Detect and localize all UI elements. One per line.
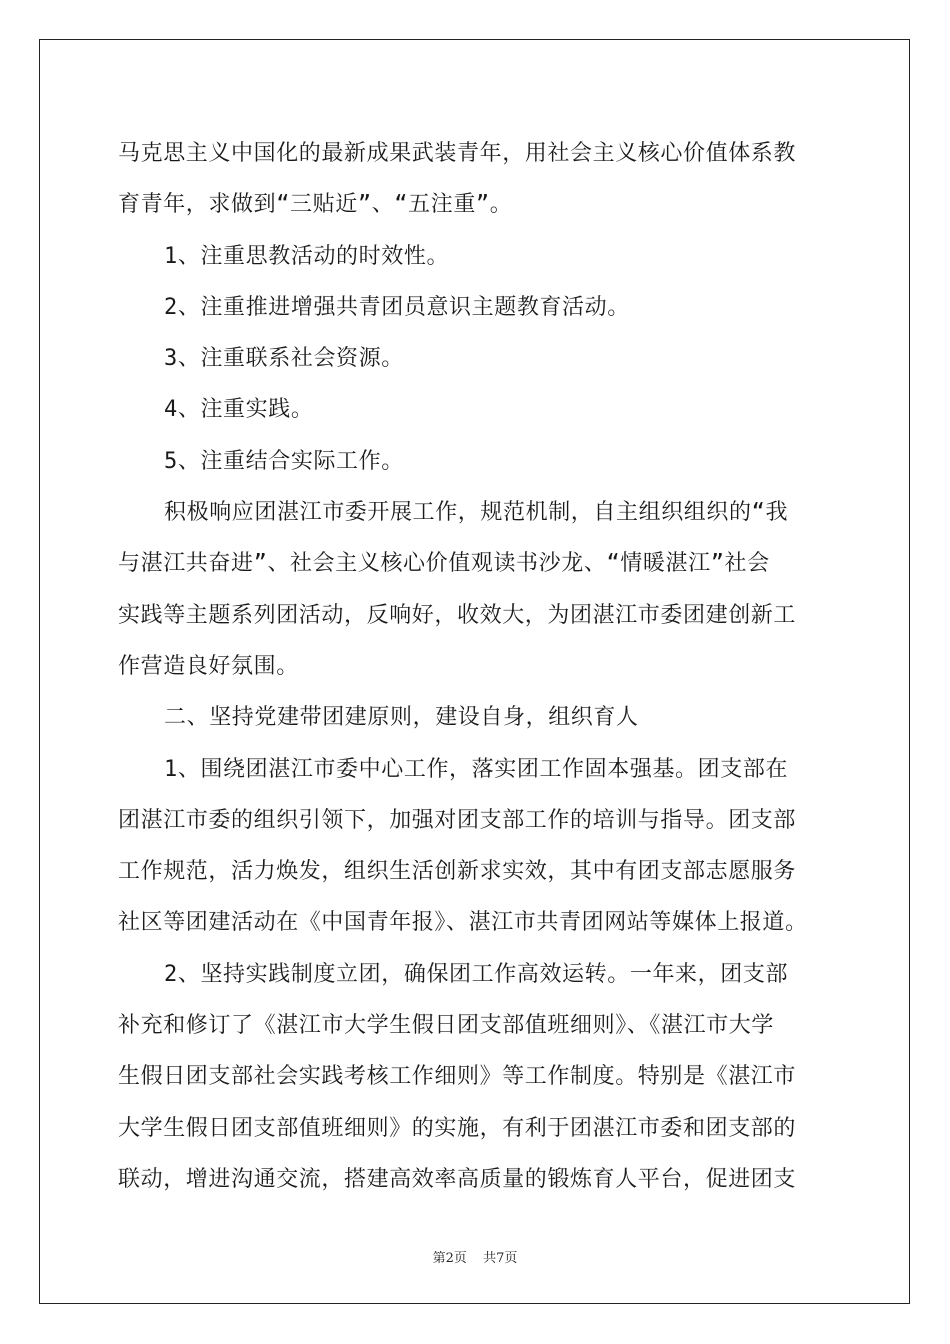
text-line: 社区等团建活动在《中国青年报》、湛江市共青团网站等媒体上报道。 (118, 910, 808, 936)
document-body (118, 128, 838, 1205)
text-line: 与湛江共奋进”、社会主义核心价值观读书沙龙、“情暖湛江”社会 (118, 551, 770, 577)
text-line: 团湛江市委的组织引领下，加强对团支部工作的培训与指导。团支部 (118, 807, 797, 833)
list-item: 2、注重推进增强共青团员意识主题教育活动。 (164, 294, 630, 320)
list-item: 3、注重联系社会资源。 (164, 346, 404, 372)
text-line: 补充和修订了《湛江市大学生假日团支部值班细则》、《湛江市大学 (118, 1013, 775, 1039)
list-item: 1、注重思教活动的时效性。 (164, 243, 450, 269)
paragraph-start: 积极响应团湛江市委开展工作，规范机制，自主组织组织的“我 (164, 500, 789, 526)
text-line: 联动，增进沟通交流，搭建高效率高质量的锻炼育人平台，促进团支 (118, 1166, 797, 1192)
paragraph-start: 1、围绕团湛江市委中心工作，落实团工作固本强基。团支部在 (164, 756, 789, 782)
list-item: 5、注重结合实际工作。 (164, 448, 404, 474)
text-line: 工作规范，活力焕发，组织生活创新求实效，其中有团支部志愿服务 (118, 859, 797, 885)
text-line: 作营造良好氛围。 (118, 653, 299, 679)
page-number: 第2页 (432, 1251, 467, 1266)
page-footer (0, 1247, 950, 1266)
text-line: 大学生假日团支部值班细则》的实施，有利于团湛江市委和团支部的 (118, 1115, 797, 1141)
text-line: 育青年，求做到“三贴近”、“五注重”。 (118, 192, 513, 218)
section-heading: 二、坚持党建带团建原则，建设自身，组织育人 (164, 705, 639, 731)
text-line: 马克思主义中国化的最新成果武装青年，用社会主义核心价值体系教 (118, 141, 797, 166)
list-item: 4、注重实践。 (164, 397, 314, 423)
page-total: 共7页 (483, 1251, 518, 1266)
text-line: 实践等主题系列团活动，反响好，收效大，为团湛江市委团建创新工 (118, 602, 797, 628)
paragraph-start: 2、坚持实践制度立团，确保团工作高效运转。一年来，团支部 (164, 961, 789, 987)
text-line: 生假日团支部社会实践考核工作细则》等工作制度。特别是《湛江市 (118, 1064, 797, 1090)
